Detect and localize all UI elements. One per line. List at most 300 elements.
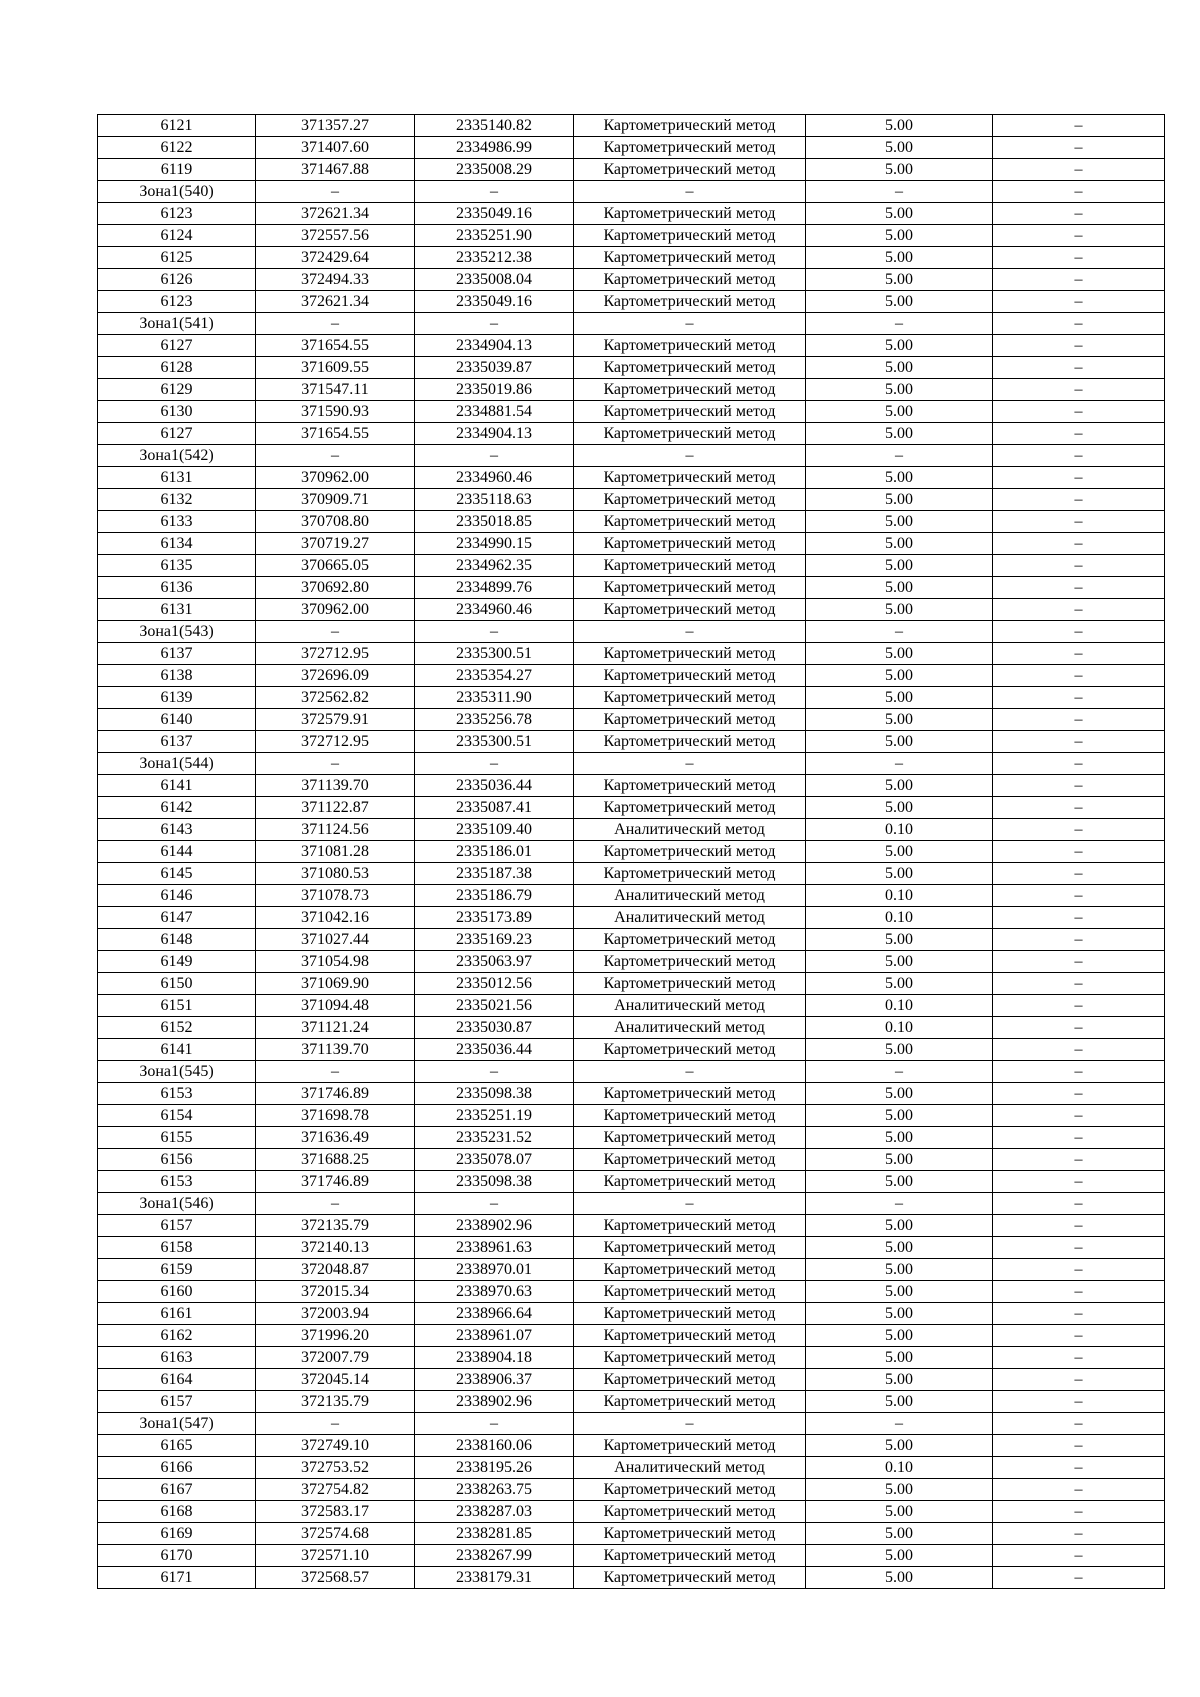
y-coordinate-cell: 2335018.85 bbox=[415, 511, 574, 533]
point-number-cell: 6141 bbox=[98, 1039, 256, 1061]
description-cell: – bbox=[993, 709, 1165, 731]
description-cell: – bbox=[993, 269, 1165, 291]
method-cell: Картометрический метод bbox=[574, 467, 806, 489]
table-row bbox=[98, 599, 1165, 621]
point-number-cell: 6123 bbox=[98, 291, 256, 313]
y-coordinate-cell: – bbox=[415, 621, 574, 643]
method-cell: Аналитический метод bbox=[574, 1457, 806, 1479]
point-number-cell: 6159 bbox=[98, 1259, 256, 1281]
description-cell: – bbox=[993, 1171, 1165, 1193]
accuracy-cell: 5.00 bbox=[806, 269, 993, 291]
point-number-cell: 6146 bbox=[98, 885, 256, 907]
method-cell: Картометрический метод bbox=[574, 775, 806, 797]
accuracy-cell: 5.00 bbox=[806, 643, 993, 665]
x-coordinate-cell: 371122.87 bbox=[256, 797, 415, 819]
y-coordinate-cell: 2334904.13 bbox=[415, 335, 574, 357]
description-cell: – bbox=[993, 1237, 1165, 1259]
zone-header-row bbox=[98, 313, 1165, 335]
table-row bbox=[98, 1171, 1165, 1193]
point-number-cell: 6161 bbox=[98, 1303, 256, 1325]
y-coordinate-cell: 2338961.07 bbox=[415, 1325, 574, 1347]
y-coordinate-cell: 2338287.03 bbox=[415, 1501, 574, 1523]
table-row bbox=[98, 115, 1165, 137]
description-cell: – bbox=[993, 1567, 1165, 1589]
description-cell: – bbox=[993, 1435, 1165, 1457]
x-coordinate-cell: 372571.10 bbox=[256, 1545, 415, 1567]
y-coordinate-cell: 2335008.04 bbox=[415, 269, 574, 291]
x-coordinate-cell: 371080.53 bbox=[256, 863, 415, 885]
method-cell: Картометрический метод bbox=[574, 533, 806, 555]
x-coordinate-cell: – bbox=[256, 621, 415, 643]
description-cell: – bbox=[993, 797, 1165, 819]
accuracy-cell: – bbox=[806, 621, 993, 643]
x-coordinate-cell: 372712.95 bbox=[256, 731, 415, 753]
table-body bbox=[98, 115, 1165, 1589]
x-coordinate-cell: 372753.52 bbox=[256, 1457, 415, 1479]
table-row bbox=[98, 401, 1165, 423]
method-cell: Аналитический метод bbox=[574, 995, 806, 1017]
y-coordinate-cell: 2335231.52 bbox=[415, 1127, 574, 1149]
description-cell: – bbox=[993, 533, 1165, 555]
method-cell: Картометрический метод bbox=[574, 1325, 806, 1347]
point-number-cell: 6147 bbox=[98, 907, 256, 929]
accuracy-cell: 5.00 bbox=[806, 1083, 993, 1105]
method-cell: Картометрический метод bbox=[574, 1391, 806, 1413]
x-coordinate-cell: 372562.82 bbox=[256, 687, 415, 709]
table-row bbox=[98, 489, 1165, 511]
description-cell: – bbox=[993, 687, 1165, 709]
point-number-cell: 6132 bbox=[98, 489, 256, 511]
table-row bbox=[98, 1347, 1165, 1369]
description-cell: – bbox=[993, 753, 1165, 775]
accuracy-cell: – bbox=[806, 445, 993, 467]
accuracy-cell: 5.00 bbox=[806, 775, 993, 797]
x-coordinate-cell: – bbox=[256, 1061, 415, 1083]
accuracy-cell: 5.00 bbox=[806, 1545, 993, 1567]
method-cell: Картометрический метод bbox=[574, 379, 806, 401]
accuracy-cell: 5.00 bbox=[806, 379, 993, 401]
x-coordinate-cell: 371547.11 bbox=[256, 379, 415, 401]
point-number-cell: 6154 bbox=[98, 1105, 256, 1127]
description-cell: – bbox=[993, 203, 1165, 225]
table-row bbox=[98, 1325, 1165, 1347]
description-cell: – bbox=[993, 951, 1165, 973]
description-cell: – bbox=[993, 335, 1165, 357]
description-cell: – bbox=[993, 1259, 1165, 1281]
y-coordinate-cell: 2335036.44 bbox=[415, 775, 574, 797]
description-cell: – bbox=[993, 665, 1165, 687]
x-coordinate-cell: 372579.91 bbox=[256, 709, 415, 731]
description-cell: – bbox=[993, 401, 1165, 423]
y-coordinate-cell: 2334960.46 bbox=[415, 599, 574, 621]
table-row bbox=[98, 665, 1165, 687]
x-coordinate-cell: 371609.55 bbox=[256, 357, 415, 379]
x-coordinate-cell: 372696.09 bbox=[256, 665, 415, 687]
point-number-cell: 6144 bbox=[98, 841, 256, 863]
table-row bbox=[98, 247, 1165, 269]
point-number-cell: 6140 bbox=[98, 709, 256, 731]
table-row bbox=[98, 1281, 1165, 1303]
accuracy-cell: 0.10 bbox=[806, 819, 993, 841]
y-coordinate-cell: 2335049.16 bbox=[415, 291, 574, 313]
point-number-cell: 6142 bbox=[98, 797, 256, 819]
point-number-cell: 6131 bbox=[98, 467, 256, 489]
method-cell: Картометрический метод bbox=[574, 1347, 806, 1369]
point-number-cell: 6126 bbox=[98, 269, 256, 291]
x-coordinate-cell: 371590.93 bbox=[256, 401, 415, 423]
y-coordinate-cell: – bbox=[415, 1193, 574, 1215]
point-number-cell: 6127 bbox=[98, 335, 256, 357]
method-cell: Картометрический метод bbox=[574, 687, 806, 709]
description-cell: – bbox=[993, 929, 1165, 951]
description-cell: – bbox=[993, 291, 1165, 313]
accuracy-cell: 5.00 bbox=[806, 1259, 993, 1281]
y-coordinate-cell: 2338195.26 bbox=[415, 1457, 574, 1479]
x-coordinate-cell: 372048.87 bbox=[256, 1259, 415, 1281]
description-cell: – bbox=[993, 1105, 1165, 1127]
y-coordinate-cell: 2338263.75 bbox=[415, 1479, 574, 1501]
x-coordinate-cell: 372754.82 bbox=[256, 1479, 415, 1501]
method-cell: Аналитический метод bbox=[574, 819, 806, 841]
point-number-cell: 6151 bbox=[98, 995, 256, 1017]
method-cell: Картометрический метод bbox=[574, 137, 806, 159]
table-row bbox=[98, 1545, 1165, 1567]
point-number-cell: 6129 bbox=[98, 379, 256, 401]
point-number-cell: 6124 bbox=[98, 225, 256, 247]
table-row bbox=[98, 1017, 1165, 1039]
x-coordinate-cell: 371407.60 bbox=[256, 137, 415, 159]
point-number-cell: 6134 bbox=[98, 533, 256, 555]
accuracy-cell: 0.10 bbox=[806, 995, 993, 1017]
description-cell: – bbox=[993, 1017, 1165, 1039]
table-row bbox=[98, 951, 1165, 973]
description-cell: – bbox=[993, 423, 1165, 445]
method-cell: Картометрический метод bbox=[574, 797, 806, 819]
accuracy-cell: 5.00 bbox=[806, 863, 993, 885]
y-coordinate-cell: 2335087.41 bbox=[415, 797, 574, 819]
description-cell: – bbox=[993, 841, 1165, 863]
accuracy-cell: 5.00 bbox=[806, 115, 993, 137]
accuracy-cell: 5.00 bbox=[806, 1303, 993, 1325]
x-coordinate-cell: 372749.10 bbox=[256, 1435, 415, 1457]
point-number-cell: 6168 bbox=[98, 1501, 256, 1523]
method-cell: Картометрический метод bbox=[574, 841, 806, 863]
method-cell: – bbox=[574, 1413, 806, 1435]
y-coordinate-cell: – bbox=[415, 1413, 574, 1435]
description-cell: – bbox=[993, 643, 1165, 665]
y-coordinate-cell: – bbox=[415, 753, 574, 775]
description-cell: – bbox=[993, 489, 1165, 511]
description-cell: – bbox=[993, 1391, 1165, 1413]
table-row bbox=[98, 1259, 1165, 1281]
x-coordinate-cell: 371081.28 bbox=[256, 841, 415, 863]
y-coordinate-cell: – bbox=[415, 313, 574, 335]
table-row bbox=[98, 1105, 1165, 1127]
accuracy-cell: 5.00 bbox=[806, 599, 993, 621]
description-cell: – bbox=[993, 995, 1165, 1017]
point-number-cell: 6157 bbox=[98, 1215, 256, 1237]
x-coordinate-cell: 372712.95 bbox=[256, 643, 415, 665]
point-number-cell: 6166 bbox=[98, 1457, 256, 1479]
x-coordinate-cell: 372429.64 bbox=[256, 247, 415, 269]
table-row bbox=[98, 423, 1165, 445]
accuracy-cell: 5.00 bbox=[806, 489, 993, 511]
description-cell: – bbox=[993, 907, 1165, 929]
method-cell: Картометрический метод bbox=[574, 357, 806, 379]
point-number-cell: 6128 bbox=[98, 357, 256, 379]
x-coordinate-cell: – bbox=[256, 1413, 415, 1435]
description-cell: – bbox=[993, 247, 1165, 269]
zone-label-cell: Зона1(545) bbox=[98, 1061, 256, 1083]
y-coordinate-cell: 2335256.78 bbox=[415, 709, 574, 731]
y-coordinate-cell: 2334986.99 bbox=[415, 137, 574, 159]
method-cell: Аналитический метод bbox=[574, 1017, 806, 1039]
x-coordinate-cell: 372015.34 bbox=[256, 1281, 415, 1303]
accuracy-cell: 5.00 bbox=[806, 401, 993, 423]
description-cell: – bbox=[993, 1501, 1165, 1523]
accuracy-cell: 0.10 bbox=[806, 1017, 993, 1039]
x-coordinate-cell: – bbox=[256, 1193, 415, 1215]
method-cell: Картометрический метод bbox=[574, 731, 806, 753]
method-cell: Картометрический метод bbox=[574, 709, 806, 731]
table-row bbox=[98, 1391, 1165, 1413]
method-cell: Картометрический метод bbox=[574, 1237, 806, 1259]
method-cell: Картометрический метод bbox=[574, 1039, 806, 1061]
x-coordinate-cell: 372135.79 bbox=[256, 1391, 415, 1413]
method-cell: – bbox=[574, 1061, 806, 1083]
method-cell: Картометрический метод bbox=[574, 291, 806, 313]
x-coordinate-cell: 372568.57 bbox=[256, 1567, 415, 1589]
x-coordinate-cell: – bbox=[256, 445, 415, 467]
accuracy-cell: 5.00 bbox=[806, 423, 993, 445]
y-coordinate-cell: 2335030.87 bbox=[415, 1017, 574, 1039]
x-coordinate-cell: 371746.89 bbox=[256, 1083, 415, 1105]
y-coordinate-cell: 2334962.35 bbox=[415, 555, 574, 577]
table-row bbox=[98, 1149, 1165, 1171]
x-coordinate-cell: 371746.89 bbox=[256, 1171, 415, 1193]
method-cell: Картометрический метод bbox=[574, 1083, 806, 1105]
point-number-cell: 6163 bbox=[98, 1347, 256, 1369]
point-number-cell: 6145 bbox=[98, 863, 256, 885]
description-cell: – bbox=[993, 621, 1165, 643]
y-coordinate-cell: 2338267.99 bbox=[415, 1545, 574, 1567]
method-cell: Картометрический метод bbox=[574, 1215, 806, 1237]
table-row bbox=[98, 929, 1165, 951]
point-number-cell: 6138 bbox=[98, 665, 256, 687]
method-cell: Картометрический метод bbox=[574, 203, 806, 225]
y-coordinate-cell: 2338179.31 bbox=[415, 1567, 574, 1589]
x-coordinate-cell: 372135.79 bbox=[256, 1215, 415, 1237]
accuracy-cell: 5.00 bbox=[806, 1325, 993, 1347]
zone-label-cell: Зона1(543) bbox=[98, 621, 256, 643]
point-number-cell: 6156 bbox=[98, 1149, 256, 1171]
description-cell: – bbox=[993, 225, 1165, 247]
point-number-cell: 6119 bbox=[98, 159, 256, 181]
y-coordinate-cell: 2335311.90 bbox=[415, 687, 574, 709]
description-cell: – bbox=[993, 1083, 1165, 1105]
description-cell: – bbox=[993, 1303, 1165, 1325]
point-number-cell: 6162 bbox=[98, 1325, 256, 1347]
y-coordinate-cell: 2338970.63 bbox=[415, 1281, 574, 1303]
zone-header-row bbox=[98, 445, 1165, 467]
point-number-cell: 6123 bbox=[98, 203, 256, 225]
method-cell: Картометрический метод bbox=[574, 423, 806, 445]
table-row bbox=[98, 357, 1165, 379]
point-number-cell: 6165 bbox=[98, 1435, 256, 1457]
method-cell: Картометрический метод bbox=[574, 863, 806, 885]
accuracy-cell: 5.00 bbox=[806, 1127, 993, 1149]
table-row bbox=[98, 775, 1165, 797]
point-number-cell: 6148 bbox=[98, 929, 256, 951]
accuracy-cell: 5.00 bbox=[806, 1281, 993, 1303]
accuracy-cell: 5.00 bbox=[806, 1369, 993, 1391]
description-cell: – bbox=[993, 1149, 1165, 1171]
accuracy-cell: 5.00 bbox=[806, 841, 993, 863]
description-cell: – bbox=[993, 819, 1165, 841]
point-number-cell: 6150 bbox=[98, 973, 256, 995]
y-coordinate-cell: 2338281.85 bbox=[415, 1523, 574, 1545]
method-cell: Картометрический метод bbox=[574, 665, 806, 687]
point-number-cell: 6121 bbox=[98, 115, 256, 137]
point-number-cell: 6139 bbox=[98, 687, 256, 709]
accuracy-cell: 5.00 bbox=[806, 929, 993, 951]
description-cell: – bbox=[993, 1413, 1165, 1435]
y-coordinate-cell: 2335118.63 bbox=[415, 489, 574, 511]
y-coordinate-cell: 2334881.54 bbox=[415, 401, 574, 423]
x-coordinate-cell: 371121.24 bbox=[256, 1017, 415, 1039]
point-number-cell: 6169 bbox=[98, 1523, 256, 1545]
y-coordinate-cell: 2338966.64 bbox=[415, 1303, 574, 1325]
accuracy-cell: 5.00 bbox=[806, 1237, 993, 1259]
accuracy-cell: 0.10 bbox=[806, 885, 993, 907]
x-coordinate-cell: 371636.49 bbox=[256, 1127, 415, 1149]
table-row bbox=[98, 907, 1165, 929]
point-number-cell: 6164 bbox=[98, 1369, 256, 1391]
description-cell: – bbox=[993, 775, 1165, 797]
table-row bbox=[98, 1523, 1165, 1545]
table-row bbox=[98, 1215, 1165, 1237]
method-cell: Картометрический метод bbox=[574, 1545, 806, 1567]
method-cell: – bbox=[574, 313, 806, 335]
x-coordinate-cell: 372621.34 bbox=[256, 291, 415, 313]
y-coordinate-cell: 2335251.19 bbox=[415, 1105, 574, 1127]
y-coordinate-cell: 2334899.76 bbox=[415, 577, 574, 599]
accuracy-cell: 5.00 bbox=[806, 1149, 993, 1171]
y-coordinate-cell: 2335300.51 bbox=[415, 643, 574, 665]
y-coordinate-cell: 2335109.40 bbox=[415, 819, 574, 841]
table-row bbox=[98, 291, 1165, 313]
zone-label-cell: Зона1(544) bbox=[98, 753, 256, 775]
x-coordinate-cell: 371357.27 bbox=[256, 115, 415, 137]
x-coordinate-cell: 371139.70 bbox=[256, 1039, 415, 1061]
y-coordinate-cell: 2338902.96 bbox=[415, 1215, 574, 1237]
table-row bbox=[98, 819, 1165, 841]
description-cell: – bbox=[993, 467, 1165, 489]
method-cell: Картометрический метод bbox=[574, 511, 806, 533]
point-number-cell: 6141 bbox=[98, 775, 256, 797]
method-cell: Аналитический метод bbox=[574, 885, 806, 907]
method-cell: Аналитический метод bbox=[574, 907, 806, 929]
accuracy-cell: 0.10 bbox=[806, 1457, 993, 1479]
x-coordinate-cell: 371069.90 bbox=[256, 973, 415, 995]
y-coordinate-cell: 2338970.01 bbox=[415, 1259, 574, 1281]
y-coordinate-cell: 2338961.63 bbox=[415, 1237, 574, 1259]
y-coordinate-cell: 2335186.79 bbox=[415, 885, 574, 907]
x-coordinate-cell: 370665.05 bbox=[256, 555, 415, 577]
x-coordinate-cell: 371054.98 bbox=[256, 951, 415, 973]
description-cell: – bbox=[993, 599, 1165, 621]
accuracy-cell: – bbox=[806, 313, 993, 335]
description-cell: – bbox=[993, 1523, 1165, 1545]
y-coordinate-cell: – bbox=[415, 1061, 574, 1083]
description-cell: – bbox=[993, 1127, 1165, 1149]
table-row bbox=[98, 511, 1165, 533]
description-cell: – bbox=[993, 379, 1165, 401]
x-coordinate-cell: 372140.13 bbox=[256, 1237, 415, 1259]
y-coordinate-cell: 2335251.90 bbox=[415, 225, 574, 247]
accuracy-cell: 5.00 bbox=[806, 665, 993, 687]
x-coordinate-cell: 371078.73 bbox=[256, 885, 415, 907]
method-cell: Картометрический метод bbox=[574, 159, 806, 181]
y-coordinate-cell: 2335140.82 bbox=[415, 115, 574, 137]
description-cell: – bbox=[993, 1347, 1165, 1369]
description-cell: – bbox=[993, 555, 1165, 577]
point-number-cell: 6131 bbox=[98, 599, 256, 621]
y-coordinate-cell: – bbox=[415, 445, 574, 467]
method-cell: Картометрический метод bbox=[574, 1523, 806, 1545]
method-cell: Картометрический метод bbox=[574, 1127, 806, 1149]
zone-header-row bbox=[98, 621, 1165, 643]
method-cell: Картометрический метод bbox=[574, 1435, 806, 1457]
y-coordinate-cell: 2338160.06 bbox=[415, 1435, 574, 1457]
y-coordinate-cell: 2335063.97 bbox=[415, 951, 574, 973]
accuracy-cell: – bbox=[806, 1413, 993, 1435]
point-number-cell: 6157 bbox=[98, 1391, 256, 1413]
zone-header-row bbox=[98, 181, 1165, 203]
table-row bbox=[98, 731, 1165, 753]
accuracy-cell: 5.00 bbox=[806, 159, 993, 181]
method-cell: – bbox=[574, 621, 806, 643]
method-cell: Картометрический метод bbox=[574, 1567, 806, 1589]
y-coordinate-cell: 2334990.15 bbox=[415, 533, 574, 555]
x-coordinate-cell: – bbox=[256, 181, 415, 203]
description-cell: – bbox=[993, 973, 1165, 995]
method-cell: Картометрический метод bbox=[574, 247, 806, 269]
table-row bbox=[98, 577, 1165, 599]
zone-label-cell: Зона1(542) bbox=[98, 445, 256, 467]
accuracy-cell: 5.00 bbox=[806, 357, 993, 379]
y-coordinate-cell: 2335098.38 bbox=[415, 1083, 574, 1105]
method-cell: – bbox=[574, 753, 806, 775]
method-cell: Картометрический метод bbox=[574, 1105, 806, 1127]
accuracy-cell: – bbox=[806, 753, 993, 775]
x-coordinate-cell: 372007.79 bbox=[256, 1347, 415, 1369]
description-cell: – bbox=[993, 159, 1165, 181]
zone-label-cell: Зона1(541) bbox=[98, 313, 256, 335]
point-number-cell: 6160 bbox=[98, 1281, 256, 1303]
accuracy-cell: – bbox=[806, 1061, 993, 1083]
accuracy-cell: 5.00 bbox=[806, 1523, 993, 1545]
zone-header-row bbox=[98, 753, 1165, 775]
description-cell: – bbox=[993, 357, 1165, 379]
accuracy-cell: 5.00 bbox=[806, 335, 993, 357]
accuracy-cell: 5.00 bbox=[806, 1171, 993, 1193]
method-cell: Картометрический метод bbox=[574, 1369, 806, 1391]
method-cell: – bbox=[574, 181, 806, 203]
table-row bbox=[98, 1457, 1165, 1479]
x-coordinate-cell: 371654.55 bbox=[256, 335, 415, 357]
accuracy-cell: 5.00 bbox=[806, 973, 993, 995]
